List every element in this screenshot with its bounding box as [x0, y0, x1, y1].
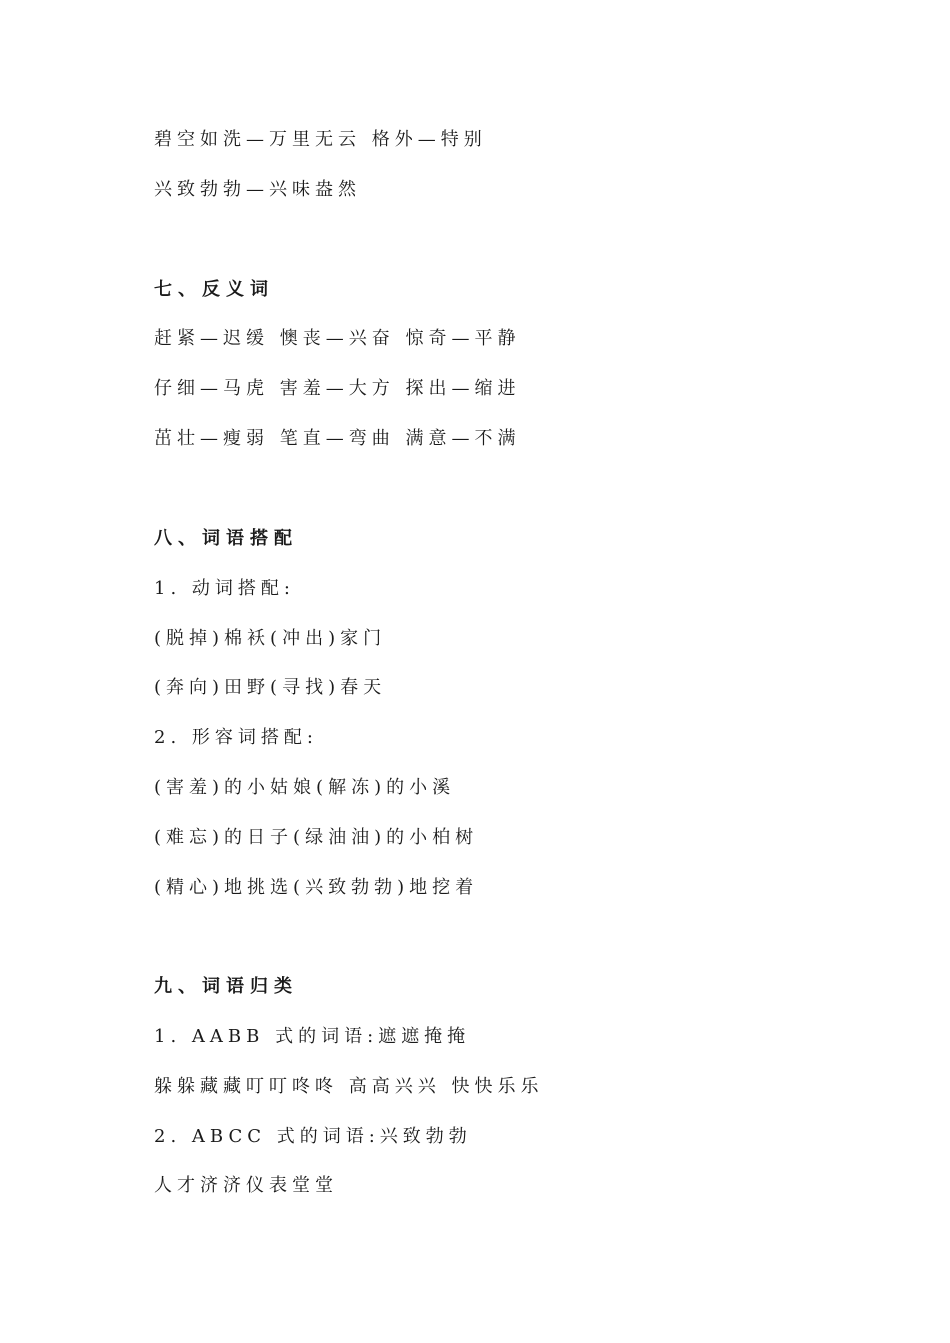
- synonym-line-1: 碧空如洗—万里无云 格外—特别: [154, 129, 487, 150]
- section-heading-classification: 九、词语归类: [154, 976, 298, 997]
- aabb-examples: 躲躲藏藏叮叮咚咚 高高兴兴 快快乐乐: [154, 1076, 544, 1097]
- abcc-examples: 人才济济仪表堂堂: [154, 1175, 338, 1196]
- adjective-collocation-line-2: (难忘)的日子(绿油油)的小柏树: [154, 827, 479, 848]
- antonym-line-1: 赶紧—迟缓 懊丧—兴奋 惊奇—平静: [154, 328, 521, 349]
- verb-collocation-line-1: (脱掉)棉袄(冲出)家门: [154, 628, 387, 649]
- synonym-line-2: 兴致勃勃—兴味盎然: [154, 179, 361, 200]
- antonym-line-2: 仔细—马虎 害羞—大方 探出—缩进: [154, 378, 521, 399]
- section-heading-collocation: 八、词语搭配: [154, 528, 298, 549]
- section-heading-antonyms: 七、反义词: [154, 279, 274, 300]
- adjective-collocation-title: 2. 形容词搭配:: [154, 727, 318, 748]
- verb-collocation-title: 1. 动词搭配:: [154, 578, 295, 599]
- aabb-title: 1. AABB 式的词语:遮遮掩掩: [154, 1026, 471, 1047]
- verb-collocation-line-2: (奔向)田野(寻找)春天: [154, 677, 387, 698]
- adjective-collocation-line-1: (害羞)的小姑娘(解冻)的小溪: [154, 777, 456, 798]
- adjective-collocation-line-3: (精心)地挑选(兴致勃勃)地挖着: [154, 877, 479, 898]
- abcc-title: 2. ABCC 式的词语:兴致勃勃: [154, 1126, 472, 1147]
- antonym-line-3: 茁壮—瘦弱 笔直—弯曲 满意—不满: [154, 428, 521, 449]
